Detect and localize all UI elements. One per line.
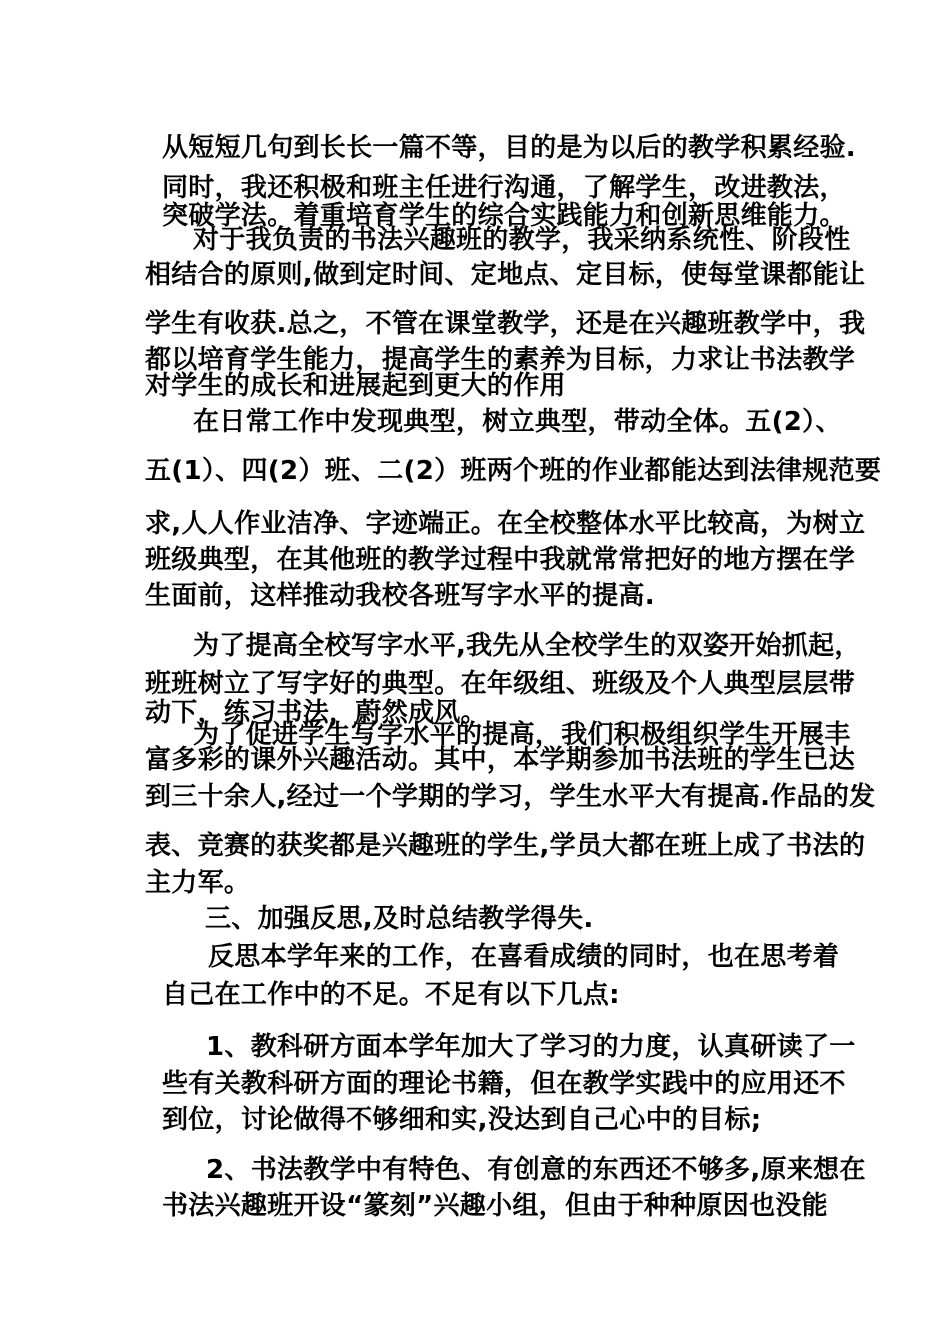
text-line: 为了提高全校写字水平,我先从全校学生的双姿开始抓起， xyxy=(193,631,861,661)
text-line: 到位，讨论做得不够细和实,没达到自己心中的目标; xyxy=(162,1105,762,1135)
text-line: 动下，练习书法，蔚然成风。 xyxy=(145,698,487,728)
text-line: 为了促进学生写字水平的提高，我们积极组织学生开展丰 xyxy=(193,720,851,750)
text-line: 反思本学年来的工作，在喜看成绩的同时，也在思考着 xyxy=(208,942,840,972)
text-line: 主力军。 xyxy=(145,868,251,898)
text-line: 同时，我还积极和班主任进行沟通，了解学生，改进教法， xyxy=(162,173,846,203)
section-heading: 三、加强反思,及时总结教学得失. xyxy=(205,904,594,934)
text-line: 书法兴趣班开设“篆刻”兴趣小组，但由于种种原因也没能 xyxy=(162,1191,828,1221)
text-line: 从短短几句到长长一篇不等，目的是为以后的教学积累经验. xyxy=(162,133,856,163)
text-line: 生面前，这样推动我校各班写字水平的提高. xyxy=(145,581,655,611)
text-line: 求,人人作业洁净、字迹端正。在全校整体水平比较高，为树立 xyxy=(145,509,866,539)
text-line: 富多彩的课外兴趣活动。其中，本学期参加书法班的学生已达 xyxy=(145,745,856,775)
text-line: 突破学法。着重培育学生的综合实践能力和创新思维能力。 xyxy=(162,201,846,231)
text-line: 自己在工作中的不足。不足有以下几点: xyxy=(162,980,620,1010)
text-line: 到三十余人,经过一个学期的学习，学生水平大有提高.作品的发 xyxy=(145,782,876,812)
text-line: 学生有收获.总之，不管在课堂教学，还是在兴趣班教学中，我 xyxy=(145,309,866,339)
text-line: 五(1）、四(2）班、二(2）班两个班的作业都能达到法律规范要 xyxy=(145,456,882,486)
text-line: 表、竞赛的获奖都是兴趣班的学生,学员大都在班上成了书法的 xyxy=(145,831,866,861)
list-item: 1、教科研方面本学年加大了学习的力度，认真研读了一 xyxy=(206,1032,856,1062)
text-line: 些有关教科研方面的理论书籍，但在教学实践中的应用还不 xyxy=(162,1069,846,1099)
text-line: 班级典型，在其他班的教学过程中我就常常把好的地方摆在学 xyxy=(145,545,856,575)
text-line: 对学生的成长和进展起到更大的作用 xyxy=(145,371,566,401)
text-line: 都以培育学生能力，提高学生的素养为目标，力求让书法教学 xyxy=(145,345,856,375)
text-line: 对于我负责的书法兴趣班的教学，我采纳系统性、阶段性 xyxy=(193,225,851,255)
text-line: 在日常工作中发现典型，树立典型，带动全体。五(2）、 xyxy=(193,407,842,437)
list-item: 2、书法教学中有特色、有创意的东西还不够多,原来想在 xyxy=(206,1155,866,1185)
text-line: 相结合的原则,做到定时间、定地点、定目标，使每堂课都能让 xyxy=(145,260,866,290)
text-line: 班班树立了写字好的典型。在年级组、班级及个人典型层层带 xyxy=(145,669,856,699)
